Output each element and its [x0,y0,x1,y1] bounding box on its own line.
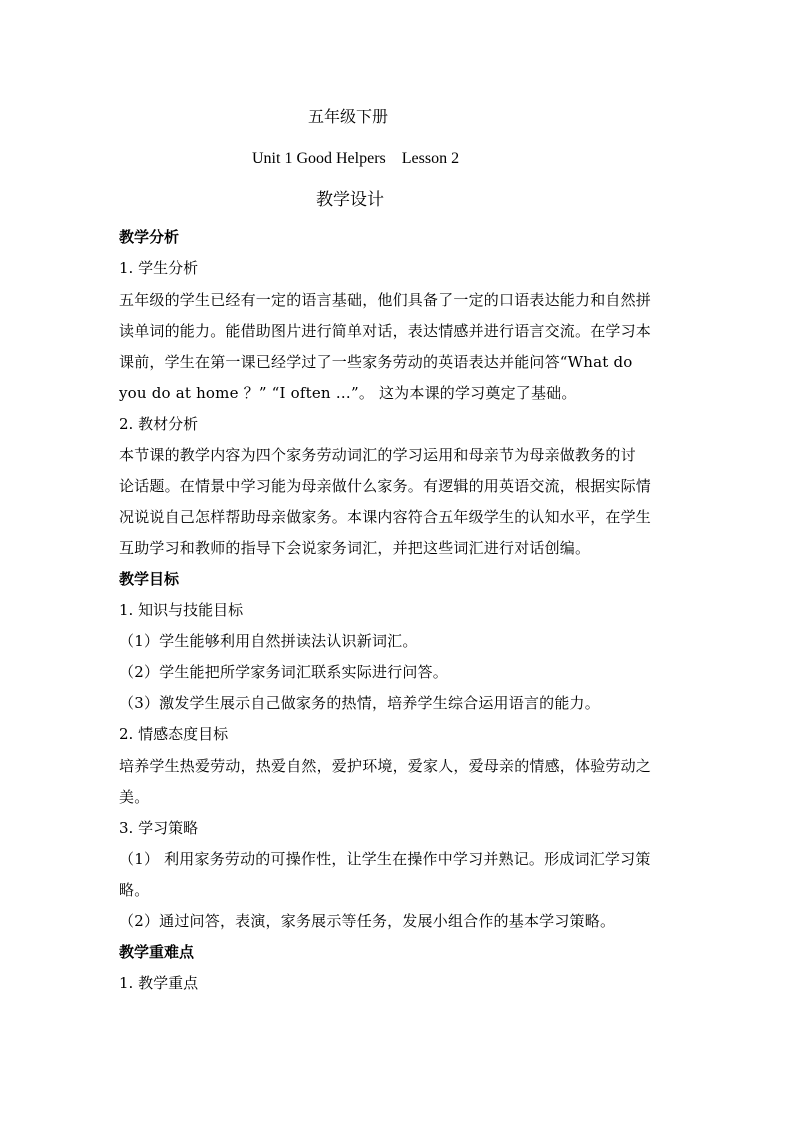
student-analysis-line: 读单词的能力。能借助图片进行简单对话，表达情感并进行语言交流。在学习本 [119,322,652,340]
lesson-name: Lesson 2 [401,150,460,167]
section-heading-key-points: 教学重难点 [119,943,195,961]
section-heading-analysis: 教学分析 [119,228,180,246]
student-analysis-line: 五年级的学生已经有一定的语言基础，他们具备了一定的口语表达能力和自然拼 [119,291,652,309]
material-analysis-line: 本节课的教学内容为四个家务劳动词汇的学习运用和母亲节为母亲做教务的讨 [119,446,636,464]
subheading-emotion-goals: 2. 情感态度目标 [119,725,229,743]
strategy-line: 略。 [119,881,150,899]
subheading-knowledge-goals: 1. 知识与技能目标 [119,601,244,619]
material-analysis-line: 互助学习和教师的指导下会说家务词汇，并把这些词汇进行对话创编。 [119,539,591,557]
subheading-learning-strategy: 3. 学习策略 [119,819,199,837]
subheading-student-analysis: 1. 学生分析 [119,259,199,277]
subheading-teaching-focus: 1. 教学重点 [119,974,199,992]
strategy-line: （2）通过问答，表演，家务展示等任务，发展小组合作的基本学习策略。 [119,912,616,930]
section-heading-goals: 教学目标 [119,570,180,588]
material-analysis-line: 况说说自己怎样帮助母亲做家务。本课内容符合五年级学生的认知水平，在学生 [119,508,652,526]
strategy-line: （1） 利用家务劳动的可操作性，让学生在操作中学习并熟记。形成词汇学习策 [119,850,651,868]
emotion-goal-line: 美。 [119,788,150,806]
material-analysis-line: 论话题。在情景中学习能为母亲做什么家务。有逻辑的用英语交流，根据实际情 [119,477,652,495]
unit-title [252,149,794,169]
student-analysis-line: 课前，学生在第一课已经学过了一些家务劳动的英语表达并能问答“What do [119,353,633,371]
grade-title: 五年级下册 [308,107,389,126]
subheading-material-analysis: 2. 教材分析 [119,415,199,433]
doc-type-title: 教学设计 [316,190,384,210]
unit-name: Unit 1 Good Helpers [252,150,386,167]
emotion-goal-line: 培养学生热爱劳动，热爱自然，爱护环境，爱家人，爱母亲的情感，体验劳动之 [119,757,652,775]
student-analysis-line: you do at home ？” “I often …”。 这为本课的学习奠定了基础。 [119,384,577,402]
knowledge-goal-item: （1）学生能够利用自然拼读法认识新词汇。 [119,632,418,650]
knowledge-goal-item: （3）激发学生展示自己做家务的热情，培养学生综合运用语言的能力。 [119,694,600,712]
knowledge-goal-item: （2）学生能把所学家务词汇联系实际进行问答。 [119,663,448,681]
